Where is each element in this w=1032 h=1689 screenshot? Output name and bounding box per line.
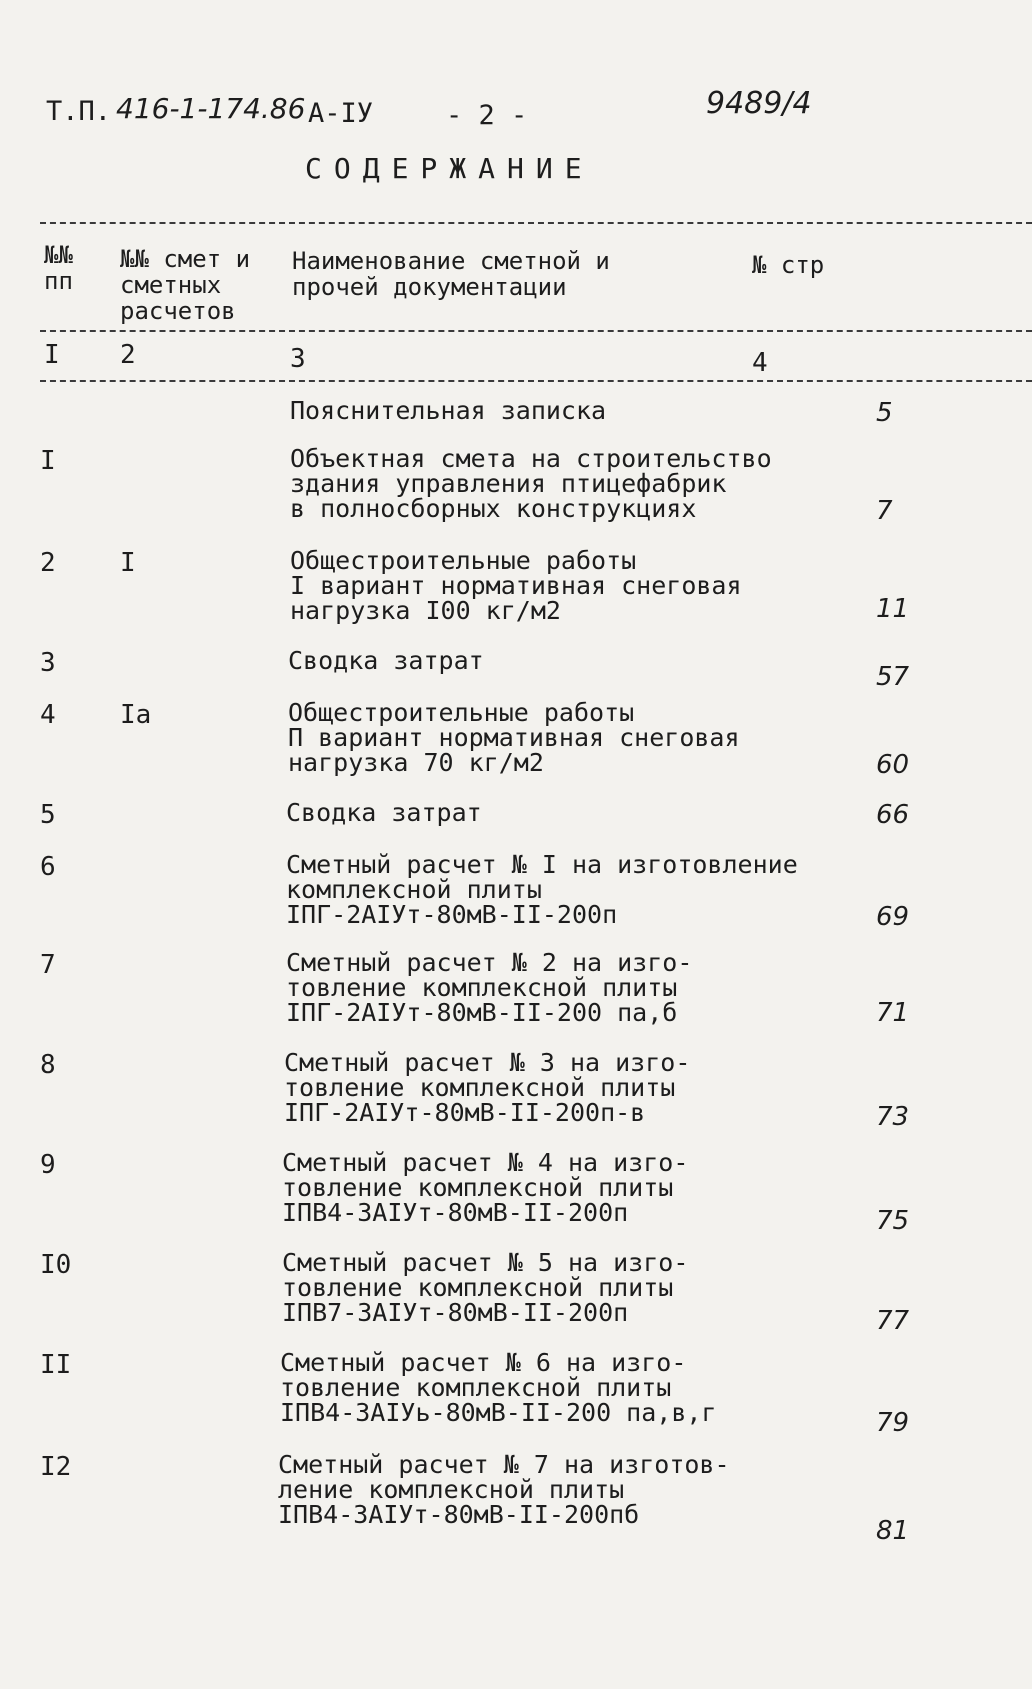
col-header-estimate: №№ смет и сметных расчетов (120, 245, 251, 325)
row-estimate: I (120, 548, 136, 578)
inventory-number: 9489/4 (706, 86, 812, 121)
row-name: Сметный расчет № 6 на изго- товление комплексной плиты IПВ4-3АIУь-80мВ-II-200 па,в,г (280, 1348, 717, 1427)
row-name: Сметный расчет № 7 на изготов- ление комплексной плиты IПВ4-3АIУт-80мВ-II-200пб (278, 1450, 730, 1529)
row-page: 81 (876, 1516, 910, 1546)
row-number: II (40, 1350, 72, 1380)
row-name: Сметный расчет № 2 на изго- товление комплексной плиты IПГ-2АIУт-80мВ-II-200 па,б (286, 948, 693, 1027)
row-page: 5 (876, 398, 893, 428)
row-page: 71 (876, 998, 910, 1028)
row-name: Сметный расчет № 4 на изго- товление комплексной плиты IПВ4-3АIУт-80мВ-II-200п (282, 1148, 689, 1227)
row-page: 75 (876, 1206, 910, 1236)
row-page: 69 (876, 902, 910, 932)
row-number: 6 (40, 852, 56, 882)
row-page: 77 (876, 1306, 910, 1336)
row-number: 4 (40, 700, 56, 730)
row-name: Общестроительные работы I вариант нормативная снеговая нагрузка I00 кг/м2 (290, 546, 742, 625)
doc-prefix: Т.П. (46, 96, 112, 127)
row-page: 11 (876, 594, 910, 624)
row-page: 79 (876, 1408, 910, 1438)
col-header-page: № стр (752, 251, 825, 279)
row-name: Сводка затрат (288, 646, 484, 675)
row-page: 66 (876, 800, 910, 830)
page-number: - 2 - (446, 100, 528, 131)
row-name: Пояснительная записка (290, 396, 607, 425)
row-name: Общестроительные работы П вариант нормативная снеговая нагрузка 70 кг/м2 (288, 698, 740, 777)
row-page: 60 (876, 750, 910, 780)
row-number: 8 (40, 1050, 56, 1080)
row-number: 3 (40, 648, 56, 678)
row-page: 73 (876, 1102, 910, 1132)
col-header-name: Наименование сметной и прочей документации (292, 247, 610, 301)
row-number: 7 (40, 950, 56, 980)
row-number: 2 (40, 548, 56, 578)
doc-suffix: А-IУ (308, 98, 374, 129)
row-name: Сметный расчет № 5 на изго- товление комплексной плиты IПВ7-3АIУт-80мВ-II-200п (282, 1248, 689, 1327)
row-number: 9 (40, 1150, 56, 1180)
col-number-3: 3 (290, 344, 306, 374)
row-number: I0 (40, 1250, 72, 1280)
row-name: Сводка затрат (286, 798, 482, 827)
row-page: 57 (876, 662, 910, 692)
row-number: I (40, 446, 56, 476)
row-number: 5 (40, 800, 56, 830)
col-number-1: I (44, 340, 60, 370)
page-title: СОДЕРЖАНИЕ (305, 152, 594, 185)
row-name: Сметный расчет № 3 на изго- товление комплексной плиты IПГ-2АIУт-80мВ-II-200п-в (284, 1048, 691, 1127)
row-name: Объектная смета на строительство здания управления птицефабрик в полносборных конструкциях (290, 444, 772, 523)
table-numbers-rule (40, 380, 1032, 382)
table-header-rule (40, 330, 1032, 332)
row-number: I2 (40, 1452, 72, 1482)
doc-code: 416-1-174.86 (116, 92, 306, 125)
row-name: Сметный расчет № I на изготовление комплексной плиты IПГ-2АIУт-80мВ-II-200п (286, 850, 798, 929)
row-page: 7 (876, 496, 893, 526)
col-header-number: №№ пп (44, 241, 73, 295)
col-number-4: 4 (752, 348, 768, 378)
col-number-2: 2 (120, 340, 136, 370)
table-top-rule (40, 222, 1032, 224)
row-estimate: Iа (120, 700, 152, 730)
